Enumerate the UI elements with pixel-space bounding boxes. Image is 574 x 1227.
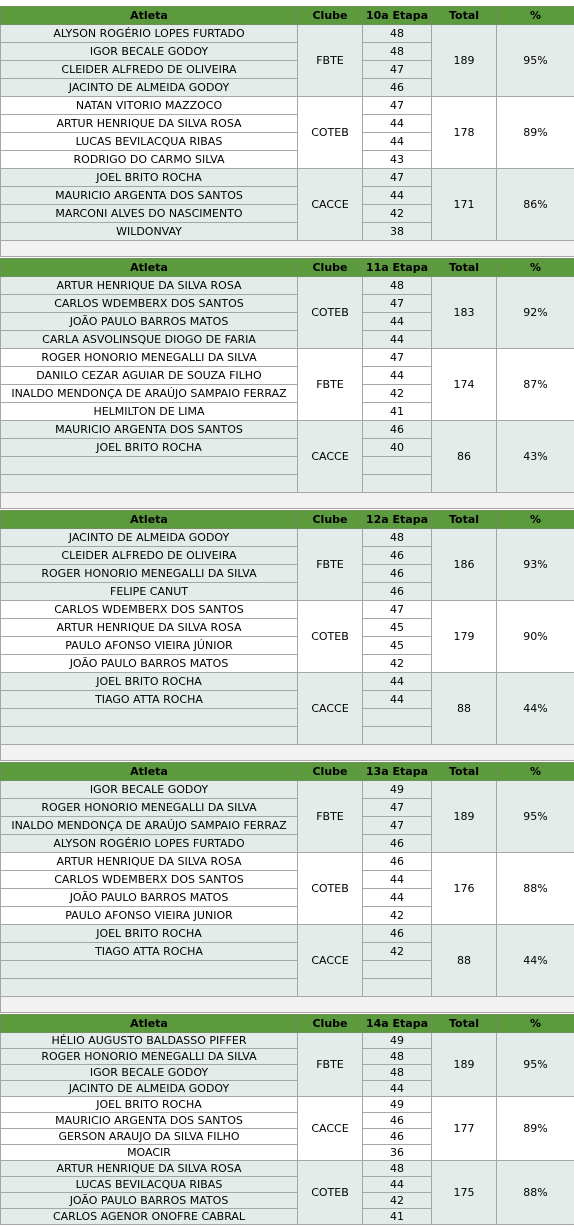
total-cell: 176	[432, 853, 497, 925]
percent-cell: 88%	[497, 853, 574, 925]
spacer-row	[1, 493, 574, 509]
percent-cell: 43%	[497, 421, 574, 493]
header-athlete: Atleta	[1, 7, 298, 25]
percent-cell: 95%	[497, 781, 574, 853]
athlete-name-cell: HÉLIO AUGUSTO BALDASSO PIFFER	[1, 1033, 298, 1049]
athlete-name-cell: FELIPE CANUT	[1, 583, 298, 601]
stage-table	[0, 762, 574, 1013]
stage-score-cell: 42	[363, 943, 432, 961]
percent-cell: 44%	[497, 925, 574, 997]
athlete-name-cell: MARCONI ALVES DO NASCIMENTO	[1, 205, 298, 223]
stage-table-block	[0, 762, 574, 1013]
athlete-name-cell	[1, 457, 298, 475]
club-cell: COTEB	[298, 97, 363, 169]
stage-score-cell: 48	[363, 1065, 432, 1081]
header-stage: 11a Etapa	[363, 259, 432, 277]
athlete-name-cell: JOEL BRITO ROCHA	[1, 169, 298, 187]
stage-score-cell: 48	[363, 43, 432, 61]
stage-score-cell: 42	[363, 205, 432, 223]
stage-score-cell: 48	[363, 1161, 432, 1177]
athlete-name-cell: JACINTO DE ALMEIDA GODOY	[1, 79, 298, 97]
total-cell: 186	[432, 529, 497, 601]
spacer-row	[1, 745, 574, 761]
percent-cell: 93%	[497, 529, 574, 601]
athlete-name-cell: ROGER HONORIO MENEGALLI DA SILVA	[1, 349, 298, 367]
table-row	[1, 1161, 574, 1177]
stage-score-cell	[363, 979, 432, 997]
percent-cell: 44%	[497, 673, 574, 745]
stage-score-cell: 42	[363, 1193, 432, 1209]
stage-score-cell: 41	[363, 403, 432, 421]
stage-score-cell: 47	[363, 61, 432, 79]
stage-score-cell: 46	[363, 421, 432, 439]
athlete-name-cell: JACINTO DE ALMEIDA GODOY	[1, 529, 298, 547]
athlete-name-cell: JOEL BRITO ROCHA	[1, 439, 298, 457]
table-row	[1, 529, 574, 547]
athlete-name-cell: ROGER HONORIO MENEGALLI DA SILVA	[1, 799, 298, 817]
athlete-name-cell: ALYSON ROGÉRIO LOPES FURTADO	[1, 25, 298, 43]
stage-score-cell	[363, 727, 432, 745]
athlete-name-cell: JOEL BRITO ROCHA	[1, 1097, 298, 1113]
athlete-name-cell: NATAN VITORIO MAZZOCO	[1, 97, 298, 115]
club-cell: CACCE	[298, 169, 363, 241]
athlete-name-cell: WILDONVAY	[1, 223, 298, 241]
club-cell: CACCE	[298, 421, 363, 493]
percent-cell: 92%	[497, 277, 574, 349]
athlete-name-cell: ROGER HONORIO MENEGALLI DA SILVA	[1, 1049, 298, 1065]
spacer-row	[1, 997, 574, 1013]
stage-score-cell: 42	[363, 655, 432, 673]
athlete-name-cell: MAURICIO ARGENTA DOS SANTOS	[1, 187, 298, 205]
athlete-name-cell: DANILO CEZAR AGUIAR DE SOUZA FILHO	[1, 367, 298, 385]
club-cell: FBTE	[298, 349, 363, 421]
header-row	[1, 259, 574, 277]
athlete-name-cell: CARLOS WDEMBERX DOS SANTOS	[1, 295, 298, 313]
percent-cell: 95%	[497, 25, 574, 97]
athlete-name-cell: LUCAS BEVILACQUA RIBAS	[1, 1177, 298, 1193]
athlete-name-cell: CARLA ASVOLINSQUE DIOGO DE FARIA	[1, 331, 298, 349]
athlete-name-cell: TIAGO ATTA ROCHA	[1, 691, 298, 709]
header-athlete: Atleta	[1, 1015, 298, 1033]
stage-score-cell: 44	[363, 331, 432, 349]
stage-score-cell: 47	[363, 349, 432, 367]
stage-score-cell: 48	[363, 277, 432, 295]
athlete-name-cell: ALYSON ROGÉRIO LOPES FURTADO	[1, 835, 298, 853]
athlete-name-cell: JOÃO PAULO BARROS MATOS	[1, 313, 298, 331]
header-athlete: Atleta	[1, 763, 298, 781]
header-total: Total	[432, 763, 497, 781]
stage-score-cell: 46	[363, 79, 432, 97]
club-cell: CACCE	[298, 925, 363, 997]
stage-score-cell: 44	[363, 115, 432, 133]
stage-table	[0, 258, 574, 509]
athlete-name-cell: JOEL BRITO ROCHA	[1, 925, 298, 943]
stage-score-cell: 36	[363, 1145, 432, 1161]
header-percent: %	[497, 1015, 574, 1033]
stage-score-cell: 41	[363, 1209, 432, 1225]
header-stage: 13a Etapa	[363, 763, 432, 781]
stage-score-cell: 44	[363, 673, 432, 691]
athlete-name-cell: JOÃO PAULO BARROS MATOS	[1, 1193, 298, 1209]
spacer-cell	[1, 745, 574, 761]
athlete-name-cell: PAULO AFONSO VIEIRA JUNIOR	[1, 907, 298, 925]
athlete-name-cell: PAULO AFONSO VIEIRA JÚNIOR	[1, 637, 298, 655]
stage-table-block	[0, 510, 574, 761]
total-cell: 88	[432, 925, 497, 997]
athlete-name-cell: RODRIGO DO CARMO SILVA	[1, 151, 298, 169]
athlete-name-cell: JOEL BRITO ROCHA	[1, 673, 298, 691]
header-percent: %	[497, 7, 574, 25]
percent-cell: 89%	[497, 97, 574, 169]
stage-score-cell: 45	[363, 619, 432, 637]
header-total: Total	[432, 7, 497, 25]
stage-score-cell: 46	[363, 853, 432, 871]
header-percent: %	[497, 259, 574, 277]
athlete-name-cell: GERSON ARAUJO DA SILVA FILHO	[1, 1129, 298, 1145]
total-cell: 171	[432, 169, 497, 241]
stage-score-cell	[363, 961, 432, 979]
spacer-row	[1, 241, 574, 257]
header-club: Clube	[298, 7, 363, 25]
stage-score-cell: 42	[363, 385, 432, 403]
header-stage: 14a Etapa	[363, 1015, 432, 1033]
stage-score-cell: 48	[363, 529, 432, 547]
header-club: Clube	[298, 511, 363, 529]
athlete-name-cell: IGOR BECALE GODOY	[1, 43, 298, 61]
table-row	[1, 673, 574, 691]
total-cell: 174	[432, 349, 497, 421]
athlete-name-cell: ARTUR HENRIQUE DA SILVA ROSA	[1, 619, 298, 637]
header-stage: 12a Etapa	[363, 511, 432, 529]
club-cell: CACCE	[298, 1097, 363, 1161]
percent-cell: 88%	[497, 1161, 574, 1225]
table-row	[1, 853, 574, 871]
club-cell: FBTE	[298, 781, 363, 853]
club-cell: COTEB	[298, 277, 363, 349]
stage-table-block	[0, 6, 574, 257]
club-cell: FBTE	[298, 25, 363, 97]
athlete-name-cell: MOACIR	[1, 1145, 298, 1161]
total-cell: 183	[432, 277, 497, 349]
header-percent: %	[497, 511, 574, 529]
athlete-name-cell: INALDO MENDONÇA DE ARAÚJO SAMPAIO FERRAZ	[1, 817, 298, 835]
total-cell: 189	[432, 1033, 497, 1097]
total-cell: 189	[432, 781, 497, 853]
stage-score-cell: 48	[363, 1049, 432, 1065]
stage-score-cell: 44	[363, 889, 432, 907]
stage-score-cell: 46	[363, 835, 432, 853]
athlete-name-cell: CARLOS WDEMBERX DOS SANTOS	[1, 871, 298, 889]
athlete-name-cell: JACINTO DE ALMEIDA GODOY	[1, 1081, 298, 1097]
stage-score-cell: 49	[363, 1097, 432, 1113]
club-cell: COTEB	[298, 1161, 363, 1225]
athlete-name-cell: HELMILTON DE LIMA	[1, 403, 298, 421]
total-cell: 178	[432, 97, 497, 169]
stage-score-cell: 44	[363, 133, 432, 151]
athlete-name-cell	[1, 979, 298, 997]
header-row	[1, 763, 574, 781]
athlete-name-cell: MAURICIO ARGENTA DOS SANTOS	[1, 421, 298, 439]
table-row	[1, 1033, 574, 1049]
athlete-name-cell: JOÃO PAULO BARROS MATOS	[1, 889, 298, 907]
stage-score-cell: 44	[363, 871, 432, 889]
stage-score-cell: 46	[363, 1113, 432, 1129]
table-row	[1, 25, 574, 43]
header-club: Clube	[298, 1015, 363, 1033]
club-cell: COTEB	[298, 853, 363, 925]
stage-score-cell: 47	[363, 817, 432, 835]
athlete-name-cell: INALDO MENDONÇA DE ARAÚJO SAMPAIO FERRAZ	[1, 385, 298, 403]
athlete-name-cell: ARTUR HENRIQUE DA SILVA ROSA	[1, 115, 298, 133]
total-cell: 189	[432, 25, 497, 97]
athlete-name-cell: CLEIDER ALFREDO DE OLIVEIRA	[1, 61, 298, 79]
stage-score-cell: 48	[363, 25, 432, 43]
stage-score-cell: 49	[363, 781, 432, 799]
stage-score-cell: 46	[363, 547, 432, 565]
athlete-name-cell: LUCAS BEVILACQUA RIBAS	[1, 133, 298, 151]
stage-score-cell: 43	[363, 151, 432, 169]
percent-cell: 86%	[497, 169, 574, 241]
athlete-name-cell: JOÃO PAULO BARROS MATOS	[1, 655, 298, 673]
athlete-name-cell: TIAGO ATTA ROCHA	[1, 943, 298, 961]
stage-score-cell: 44	[363, 187, 432, 205]
spacer-cell	[1, 241, 574, 257]
stage-score-cell: 47	[363, 601, 432, 619]
athlete-name-cell: CARLOS WDEMBERX DOS SANTOS	[1, 601, 298, 619]
athlete-name-cell: MAURICIO ARGENTA DOS SANTOS	[1, 1113, 298, 1129]
athlete-name-cell: CLEIDER ALFREDO DE OLIVEIRA	[1, 547, 298, 565]
stage-score-cell: 44	[363, 313, 432, 331]
header-stage: 10a Etapa	[363, 7, 432, 25]
table-row	[1, 277, 574, 295]
athlete-name-cell	[1, 961, 298, 979]
club-cell: COTEB	[298, 601, 363, 673]
header-row	[1, 7, 574, 25]
spacer-cell	[1, 997, 574, 1013]
athlete-name-cell: IGOR BECALE GODOY	[1, 781, 298, 799]
stage-score-cell: 42	[363, 907, 432, 925]
table-row	[1, 925, 574, 943]
club-cell: FBTE	[298, 529, 363, 601]
table-row	[1, 421, 574, 439]
club-cell: CACCE	[298, 673, 363, 745]
header-total: Total	[432, 1015, 497, 1033]
total-cell: 86	[432, 421, 497, 493]
table-row	[1, 1097, 574, 1113]
stage-score-cell: 46	[363, 1129, 432, 1145]
header-percent: %	[497, 763, 574, 781]
stage-score-cell: 47	[363, 169, 432, 187]
stage-score-cell	[363, 709, 432, 727]
header-total: Total	[432, 259, 497, 277]
percent-cell: 90%	[497, 601, 574, 673]
stage-score-cell: 45	[363, 637, 432, 655]
athlete-name-cell: CARLOS AGENOR ONOFRE CABRAL	[1, 1209, 298, 1225]
athlete-name-cell: ARTUR HENRIQUE DA SILVA ROSA	[1, 853, 298, 871]
stage-table-block	[0, 258, 574, 509]
athlete-name-cell	[1, 709, 298, 727]
athlete-name-cell: IGOR BECALE GODOY	[1, 1065, 298, 1081]
total-cell: 175	[432, 1161, 497, 1225]
table-row	[1, 349, 574, 367]
table-row	[1, 97, 574, 115]
stage-table	[0, 6, 574, 257]
header-row	[1, 1015, 574, 1033]
header-athlete: Atleta	[1, 259, 298, 277]
athlete-name-cell: ARTUR HENRIQUE DA SILVA ROSA	[1, 277, 298, 295]
stage-score-cell	[363, 475, 432, 493]
stage-table	[0, 1014, 574, 1225]
stage-score-cell: 47	[363, 295, 432, 313]
header-club: Clube	[298, 763, 363, 781]
header-club: Clube	[298, 259, 363, 277]
athlete-name-cell	[1, 475, 298, 493]
table-row	[1, 601, 574, 619]
header-athlete: Atleta	[1, 511, 298, 529]
stage-table-block	[0, 1014, 574, 1225]
table-row	[1, 781, 574, 799]
stage-score-cell: 47	[363, 799, 432, 817]
athlete-name-cell	[1, 727, 298, 745]
stage-score-cell: 46	[363, 565, 432, 583]
club-cell: FBTE	[298, 1033, 363, 1097]
stage-score-cell: 47	[363, 97, 432, 115]
stage-score-cell: 38	[363, 223, 432, 241]
stage-table	[0, 510, 574, 761]
spacer-cell	[1, 493, 574, 509]
total-cell: 179	[432, 601, 497, 673]
stage-score-cell: 44	[363, 1081, 432, 1097]
total-cell: 88	[432, 673, 497, 745]
stage-score-cell: 49	[363, 1033, 432, 1049]
total-cell: 177	[432, 1097, 497, 1161]
stage-score-cell: 44	[363, 367, 432, 385]
percent-cell: 95%	[497, 1033, 574, 1097]
stage-score-cell: 46	[363, 925, 432, 943]
percent-cell: 89%	[497, 1097, 574, 1161]
percent-cell: 87%	[497, 349, 574, 421]
athlete-name-cell: ARTUR HENRIQUE DA SILVA ROSA	[1, 1161, 298, 1177]
stage-score-cell: 44	[363, 691, 432, 709]
stage-score-cell: 40	[363, 439, 432, 457]
stage-score-cell	[363, 457, 432, 475]
athlete-name-cell: ROGER HONORIO MENEGALLI DA SILVA	[1, 565, 298, 583]
stage-score-cell: 46	[363, 583, 432, 601]
header-row	[1, 511, 574, 529]
stage-score-cell: 44	[363, 1177, 432, 1193]
table-row	[1, 169, 574, 187]
header-total: Total	[432, 511, 497, 529]
